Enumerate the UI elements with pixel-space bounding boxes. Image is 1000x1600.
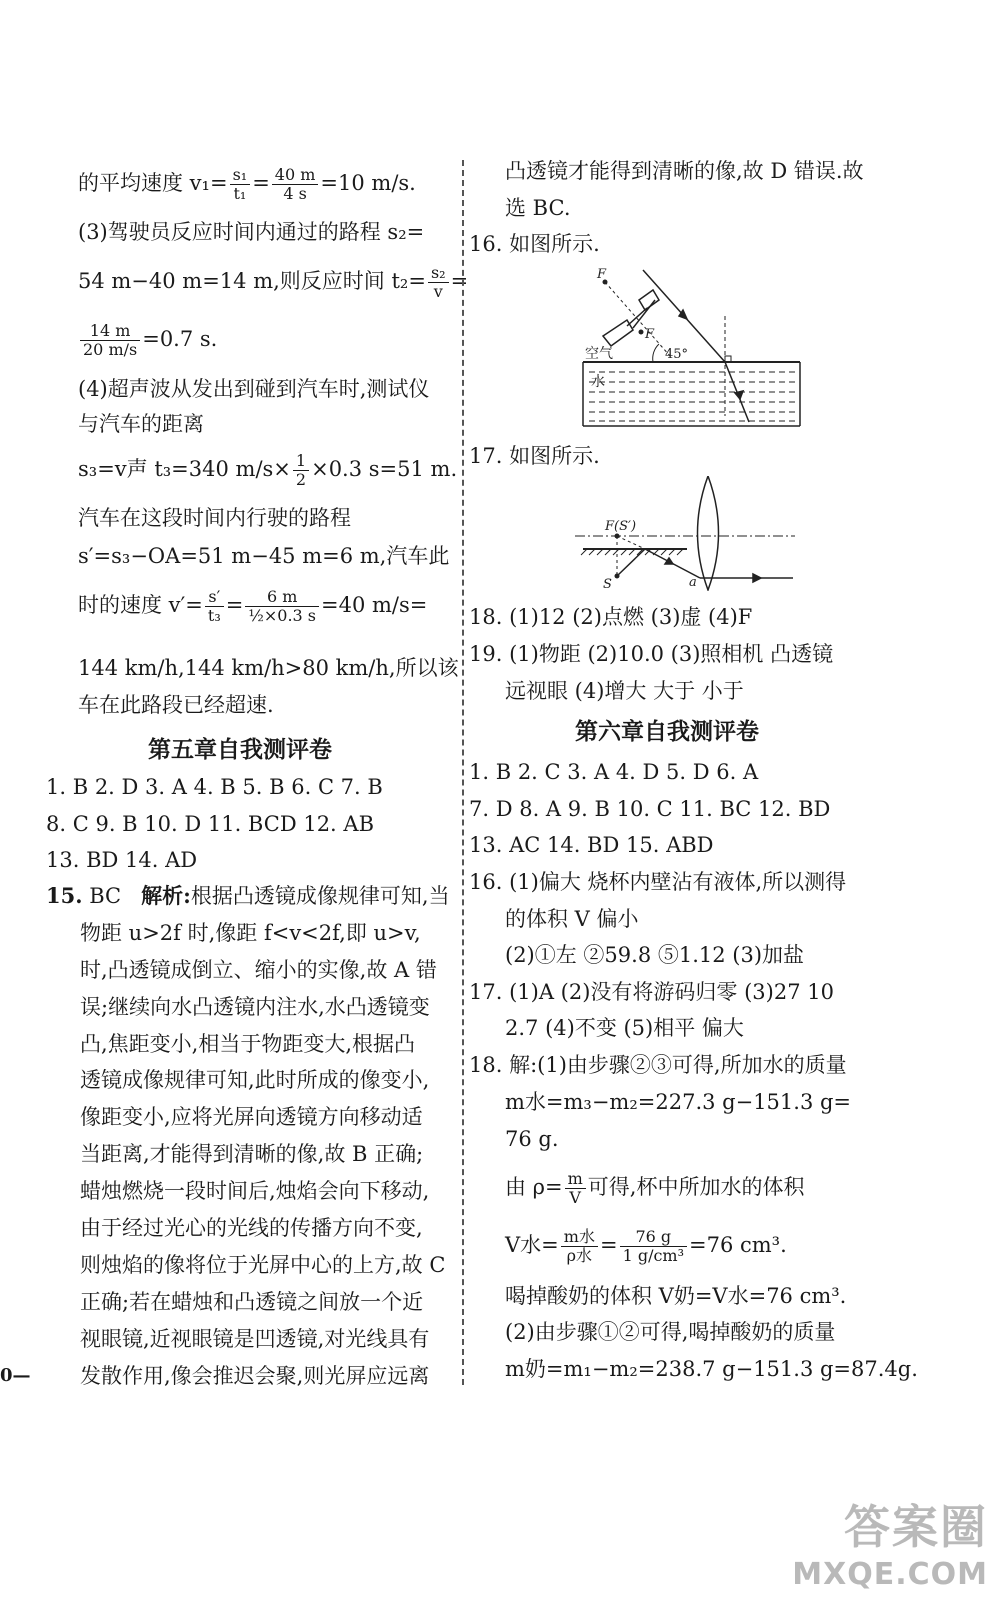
text-line: 由于经过光心的光线的传播方向不变,	[80, 1216, 423, 1240]
answer-row: 7. D 8. A 9. B 10. C 11. BC 12. BD	[469, 797, 831, 821]
text-line: 当距离,才能得到清晰的像,故 B 正确;	[80, 1142, 424, 1166]
watermark-url: MXQE.COM	[792, 1557, 988, 1592]
answer-row: 8. C 9. B 10. D 11. BCD 12. AB	[46, 812, 375, 836]
text-line: 车在此路段已经超速.	[78, 693, 274, 717]
lens-figure	[575, 476, 805, 591]
chapter-five-heading: 第五章自我测评卷	[148, 737, 332, 763]
answer-row: 1. B 2. C 3. A 4. D 5. D 6. A	[469, 760, 759, 784]
text-line: 76 g.	[505, 1127, 559, 1151]
angle-label: 45°	[665, 347, 689, 362]
water-label: 水	[591, 374, 605, 390]
watermark-logo: 答案圈	[844, 1500, 988, 1554]
focal-label: F	[597, 267, 607, 282]
text-line: 蜡烛燃烧一段时间后,烛焰会向下移动,	[80, 1179, 430, 1203]
text-line: 凸透镜才能得到清晰的像,故 D 错误.故	[505, 159, 864, 183]
chapter-six-heading: 第六章自我测评卷	[575, 719, 759, 745]
text-line: 时的速度 v′= $\frac{s'}{\text{t₃}}$ = $\frac{6 m}{\text{½×0.3 s}}$ =40 m/s=	[78, 587, 428, 625]
text-line: m奶=m₁−m₂=238.7 g−151.3 g=87.4g.	[505, 1357, 918, 1381]
image-point-label: F(S′)	[605, 519, 637, 534]
text-line: 的平均速度 v₁= $\frac{\text{s₁}}{\text{t₁}}$ = $\frac{40 m}{4 s}$ =10 m/s.	[78, 165, 416, 203]
text-line: s₃=v声 t₃=340 m/s× $\frac{1}{2}$ ×0.3 s=51 m.	[78, 451, 458, 489]
text-line: m水=m₃−m₂=227.3 g−151.3 g=	[505, 1090, 852, 1114]
text-line: 正确;若在蜡烛和凸透镜之间放一个近	[80, 1290, 424, 1314]
text-line: 54 m−40 m=14 m,则反应时间 t₂= $\frac{\text{s₂}}{v}$ =	[78, 263, 469, 301]
answer-row: 17. (1)A (2)没有将游码归零 (3)27 10	[469, 980, 834, 1004]
text-line: V水= $\frac{\text{m水}}{\text{ρ水}}$ = $\frac{76 g}{\text{1 g/cm³}}$ =76 cm³.	[505, 1227, 787, 1265]
answer-row: 18. (1)12 (2)点燃 (3)虚 (4)F	[469, 605, 753, 629]
text-line: 凸,焦距变小,相当于物距变大,根据凸	[80, 1032, 416, 1056]
answer-row: 13. AC 14. BD 15. ABD	[469, 833, 714, 857]
answer-row: 1. B 2. D 3. A 4. B 5. B 6. C 7. B	[46, 775, 383, 799]
answer-row: 18. 解:(1)由步骤②③可得,所加水的质量	[469, 1053, 847, 1077]
text-line: 时,凸透镜成倒立、缩小的实像,故 A 错	[80, 958, 437, 982]
text-line: 物距 u>2f 时,像距 f<v<2f,即 u>v,	[80, 921, 421, 945]
answer-row: 远视眼 (4)增大 大于 小于	[505, 679, 744, 703]
q16-title: 16. 如图所示.	[469, 232, 600, 256]
text-line: 视眼镜,近视眼镜是凹透镜,对光线具有	[80, 1327, 430, 1351]
air-label: 空气	[585, 346, 613, 362]
left-column	[0, 0, 469, 1600]
text-line: 喝掉酸奶的体积 V奶=V水=76 cm³.	[505, 1284, 847, 1308]
text-line: 2.7 (4)不变 (5)相平 偏大	[505, 1016, 744, 1040]
q15-line: 15. BC 解析:根据凸透镜成像规律可知,当	[46, 883, 450, 908]
text-line: 与汽车的距离	[78, 412, 204, 436]
text-line: $\frac{14 m}{20 m/s}$ =0.7 s.	[78, 322, 217, 359]
right-column	[465, 0, 1000, 1600]
page-number-mark: 0—	[0, 1365, 31, 1386]
column-divider	[462, 160, 464, 1385]
text-line: 透镜成像规律可知,此时所成的像变小,	[80, 1068, 430, 1092]
focal-label: F	[645, 327, 655, 342]
text-line: 则烛焰的像将位于光屏中心的上方,故 C	[80, 1253, 446, 1277]
text-line: 选 BC.	[505, 196, 571, 220]
text-line: (2)由步骤①②可得,喝掉酸奶的质量	[505, 1320, 836, 1344]
text-line: 的体积 V 偏小	[505, 907, 639, 931]
text-line: 144 km/h,144 km/h>80 km/h,所以该	[78, 656, 459, 680]
text-line: (4)超声波从发出到碰到汽车时,测试仪	[78, 377, 430, 401]
watermark	[792, 1491, 988, 1592]
text-line: (2)①左 ②59.8 ⑤1.12 (3)加盐	[505, 943, 805, 967]
answer-row: 13. BD 14. AD	[46, 848, 198, 872]
text-line: s′=s₃−OA=51 m−45 m=6 m,汽车此	[78, 544, 450, 568]
point-a-label: a	[689, 575, 697, 590]
text-line: 误;继续向水凸透镜内注水,水凸透镜变	[80, 995, 430, 1019]
q17-title: 17. 如图所示.	[469, 444, 600, 468]
refraction-figure	[575, 266, 805, 431]
text-line: 汽车在这段时间内行驶的路程	[78, 506, 351, 530]
text-line: 发散作用,像会推迟会聚,则光屏应远离	[80, 1364, 430, 1388]
source-label: S	[603, 577, 612, 591]
answer-row: 16. (1)偏大 烧杯内壁沾有液体,所以测得	[469, 870, 847, 894]
text-line: 像距变小,应将光屏向透镜方向移动适	[80, 1105, 423, 1129]
text-line: (3)驾驶员反应时间内通过的路程 s₂=	[78, 220, 425, 244]
text-line: 由 ρ= $\frac{m}{V}$ 可得,杯中所加水的体积	[505, 1169, 805, 1207]
answer-row: 19. (1)物距 (2)10.0 (3)照相机 凸透镜	[469, 642, 834, 666]
